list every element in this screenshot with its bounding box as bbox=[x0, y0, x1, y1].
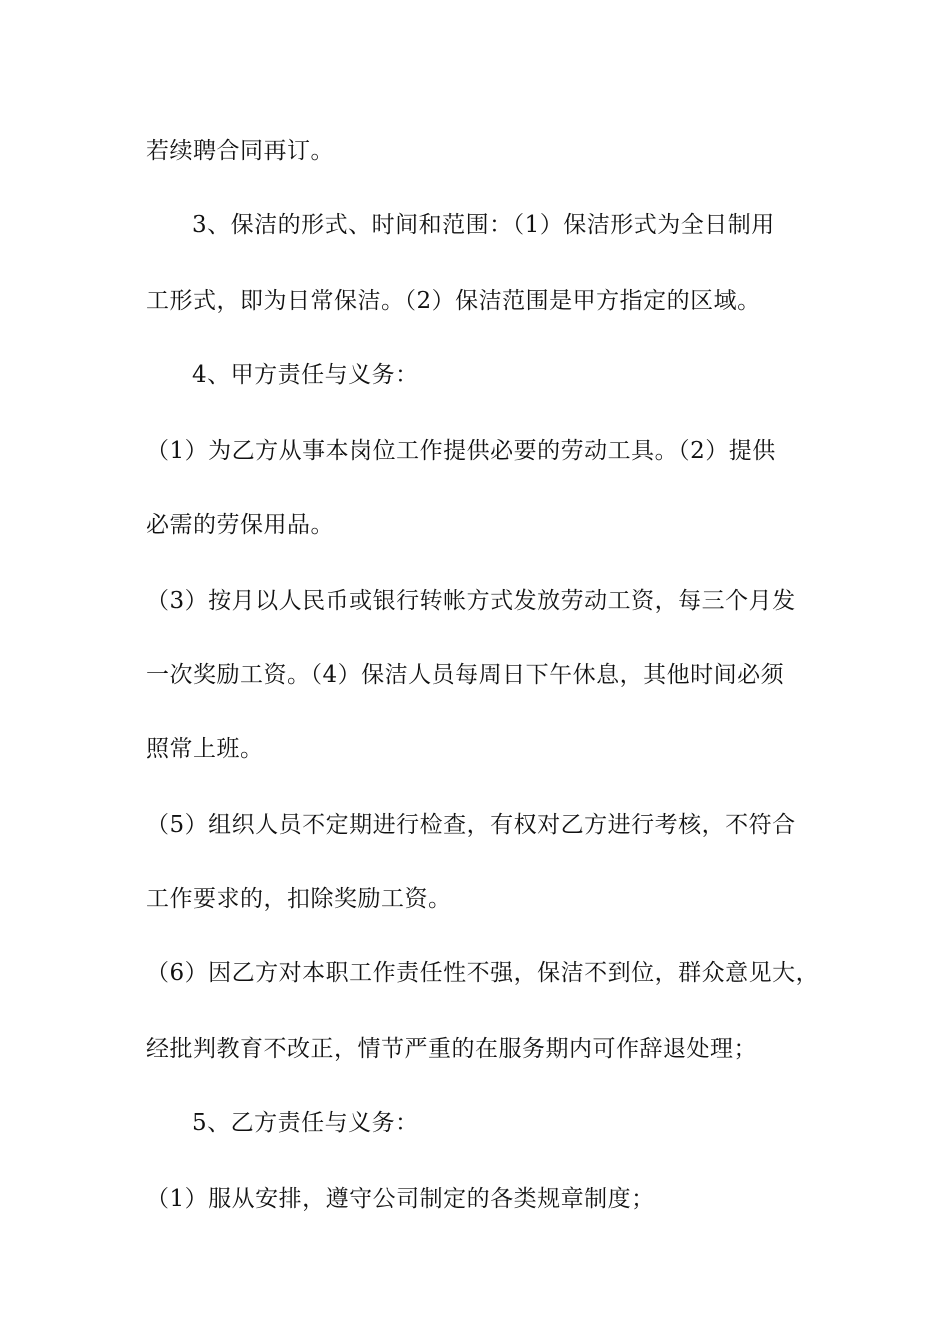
list-item-line: （5）组织人员不定期进行检查，有权对乙方进行考核，不符合 bbox=[146, 812, 796, 838]
text-line: 工形式，即为日常保洁。（2）保洁范围是甲方指定的区域。 bbox=[146, 288, 761, 314]
text-line: 经批判教育不改正，情节严重的在服务期内可作辞退处理； bbox=[146, 1036, 757, 1062]
list-item-line: （6）因乙方对本职工作责任性不强，保洁不到位，群众意见大， bbox=[146, 960, 820, 986]
section-4-heading: 4、甲方责任与义务： bbox=[192, 362, 419, 388]
text-line: 工作要求的，扣除奖励工资。 bbox=[146, 886, 452, 912]
list-item-line: （1）服从安排，遵守公司制定的各类规章制度； bbox=[146, 1186, 655, 1212]
section-3-heading-line: 3、保洁的形式、时间和范围：（1）保洁形式为全日制用 bbox=[192, 212, 775, 238]
text-line: 一次奖励工资。（4）保洁人员每周日下午休息，其他时间必须 bbox=[146, 662, 785, 688]
list-item-line: （1）为乙方从事本岗位工作提供必要的劳动工具。（2）提供 bbox=[146, 438, 776, 464]
text-line: 照常上班。 bbox=[146, 736, 264, 762]
text-line: 必需的劳保用品。 bbox=[146, 512, 334, 538]
text-line: 若续聘合同再订。 bbox=[146, 138, 334, 164]
list-item-line: （3）按月以人民币或银行转帐方式发放劳动工资，每三个月发 bbox=[146, 588, 796, 614]
section-5-heading: 5、乙方责任与义务： bbox=[192, 1110, 419, 1136]
